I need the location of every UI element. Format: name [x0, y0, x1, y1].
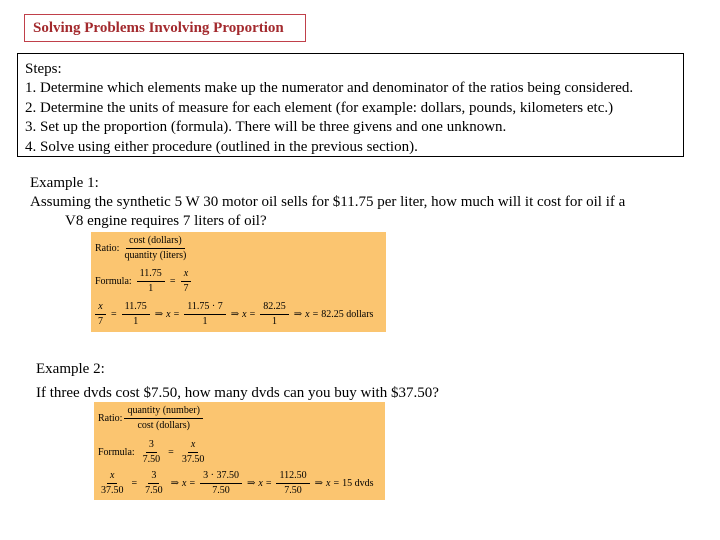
numerator: 11.75 — [137, 268, 165, 282]
equals-sign: = — [189, 478, 196, 489]
equals-sign: = — [131, 478, 138, 489]
example-1-problem-line-2: V8 engine requires 7 liters of oil? — [65, 213, 267, 229]
equals-sign: = — [169, 276, 176, 287]
result-value: 15 dvds — [342, 478, 374, 489]
formula-label: Formula: — [95, 276, 132, 287]
ratio-label: Ratio: — [95, 243, 120, 254]
denominator: 7.50 — [145, 485, 163, 496]
step-item: 4. Solve using either procedure (outlined in the previous section). — [25, 138, 418, 155]
fraction — [179, 439, 208, 466]
denominator: 37.50 — [181, 454, 205, 465]
example-2-math-panel — [94, 402, 385, 500]
step-item: 3. Set up the proportion (formula). There will be three givens and one unknown. — [25, 119, 507, 136]
step-item: 1. Determine which elements make up the numerator and denominator of the ratios being considered. — [25, 80, 634, 97]
numerator: x — [95, 301, 105, 315]
denominator: 7.50 — [212, 485, 230, 496]
numerator: 11.75 — [122, 301, 150, 315]
variable-x: x — [325, 478, 331, 489]
denominator: 7.50 — [284, 485, 302, 496]
numerator: x — [107, 470, 117, 484]
example-1-problem-line-1: Assuming the synthetic 5 W 30 motor oil sells for $11.75 per liter, how much will it cost for oil if a — [30, 194, 626, 210]
ratio-denominator: quantity (liters) — [124, 250, 187, 261]
denominator: 1 — [133, 316, 139, 327]
denominator: 7 — [98, 316, 103, 327]
fraction — [260, 301, 289, 328]
equals-sign: = — [265, 478, 272, 489]
page-title: Solving Problems Involving Proportion — [24, 14, 306, 42]
numerator: 82.25 — [260, 301, 289, 315]
numerator: 3 — [146, 439, 157, 453]
fraction — [140, 439, 164, 466]
fraction — [184, 301, 225, 328]
numerator: 3 — [148, 470, 159, 484]
equals-sign: = — [312, 309, 319, 320]
equals-sign: = — [173, 309, 180, 320]
fraction — [98, 470, 127, 497]
fraction — [142, 470, 166, 497]
numerator: 11.75 · 7 — [184, 301, 225, 315]
variable-x: x — [182, 478, 187, 489]
ratio-denominator: cost (dollars) — [137, 420, 190, 431]
formula-row — [98, 439, 209, 466]
solution-row — [95, 301, 373, 328]
denominator: 1 — [148, 283, 154, 294]
fraction — [200, 470, 242, 497]
denominator: 37.50 — [101, 485, 124, 496]
denominator: 1 — [202, 316, 208, 327]
step-item: 2. Determine the units of measure for each element (for example: dollars, pounds, kilometers etc.) — [25, 99, 614, 116]
implies-arrow-icon: ⇒ — [314, 478, 323, 489]
variable-x: x — [242, 309, 247, 320]
implies-arrow-icon: ⇒ — [293, 309, 303, 320]
implies-arrow-icon: ⇒ — [246, 478, 256, 489]
implies-arrow-icon: ⇒ — [230, 309, 240, 320]
equals-sign: = — [333, 478, 340, 489]
example-1-heading: Example 1: — [30, 175, 99, 191]
denominator: 1 — [271, 316, 277, 327]
steps-box — [17, 53, 684, 157]
example-1-text — [30, 174, 625, 231]
ratio-numerator: quantity (number) — [124, 405, 202, 419]
equals-sign: = — [168, 447, 174, 458]
example-2-heading: Example 2: — [36, 361, 105, 377]
variable-x: x — [258, 478, 263, 489]
fraction — [137, 268, 165, 295]
fraction — [122, 301, 150, 328]
fraction — [95, 301, 106, 328]
equals-sign: = — [111, 309, 117, 320]
numerator: 112.50 — [276, 470, 309, 484]
ratio-label: Ratio: — [98, 413, 123, 424]
ratio-numerator: cost (dollars) — [126, 235, 185, 249]
fraction — [276, 470, 309, 497]
variable-x: x — [305, 309, 310, 320]
ratio-row — [98, 405, 205, 432]
formula-label: Formula: — [98, 447, 135, 458]
ratio-fraction — [121, 235, 189, 262]
example-2-text — [36, 360, 439, 403]
denominator: 7.50 — [142, 454, 161, 465]
variable-x: x — [166, 309, 171, 320]
example-2-problem-line: If three dvds cost $7.50, how many dvds can you buy with $37.50? — [36, 385, 439, 401]
result-value: 82.25 dollars — [321, 309, 374, 320]
formula-row — [95, 268, 193, 295]
numerator: x — [181, 268, 191, 282]
implies-arrow-icon: ⇒ — [170, 478, 180, 489]
numerator: x — [188, 439, 198, 453]
steps-heading: Steps: — [25, 61, 62, 77]
solution-row — [98, 470, 373, 497]
numerator: 3 · 37.50 — [200, 470, 242, 484]
denominator: 7 — [183, 283, 189, 294]
equals-sign: = — [249, 309, 256, 320]
example-1-math-panel — [91, 232, 386, 332]
implies-arrow-icon: ⇒ — [154, 309, 164, 320]
fraction — [180, 268, 191, 295]
ratio-fraction — [124, 405, 202, 432]
ratio-row — [95, 235, 191, 262]
